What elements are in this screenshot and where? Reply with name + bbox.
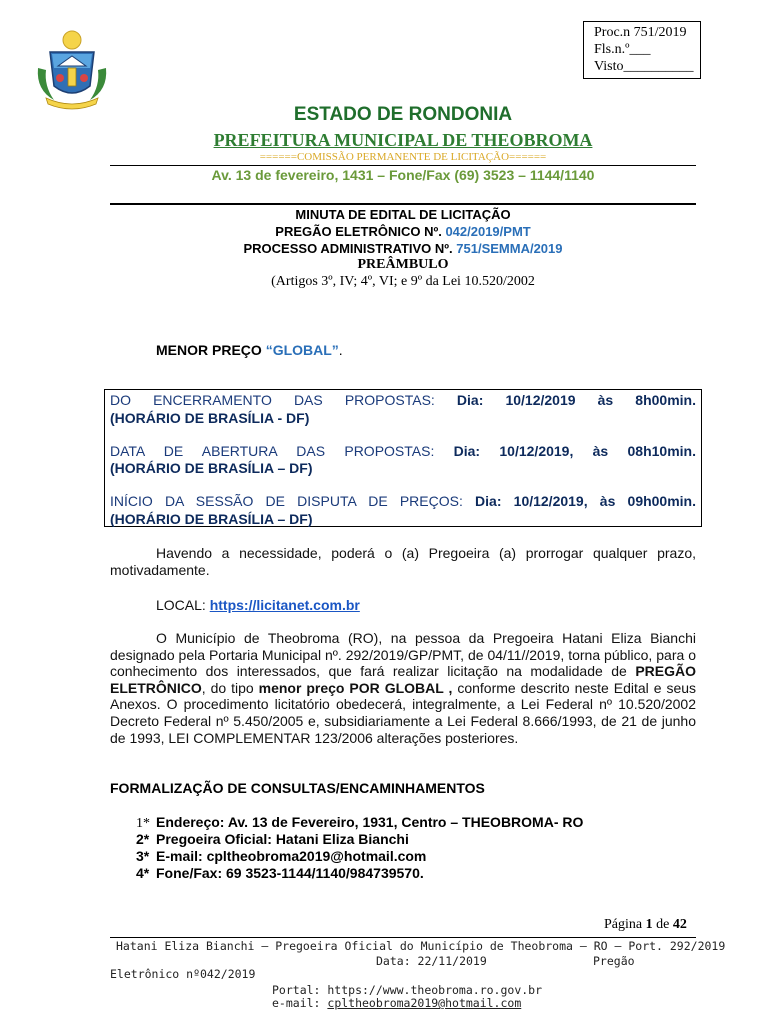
page-current: 1: [645, 917, 653, 932]
list-item: [136, 831, 409, 848]
local-line: [156, 597, 696, 614]
footer-email-label: e-mail:: [272, 996, 328, 1010]
page-number: [604, 917, 687, 933]
prefeitura-title: PREFEITURA MUNICIPAL DE THEOBROMA: [213, 130, 593, 150]
footer-email-link[interactable]: cpltheobroma2019@hotmail.com: [327, 996, 522, 1010]
commission-line: ======COMISSÃO PERMANENTE DE LICITAÇÃO======: [259, 151, 547, 163]
item-number: 1*: [136, 816, 150, 831]
section-divider: [110, 203, 696, 205]
main-paragraph: [110, 630, 696, 746]
encerramento-line: [110, 392, 696, 409]
footer-portal: Portal: https://www.theobroma.ro.gov.br: [272, 983, 543, 997]
pregao-line: [110, 224, 696, 239]
abertura-line: [110, 443, 696, 460]
list-item: [136, 814, 583, 832]
fls-number: Fls.n.º___: [594, 42, 651, 57]
inicio-value: Dia: 10/12/2019, às 09h00min.: [475, 493, 697, 509]
item-text: E-mail: cpltheobroma2019@hotmail.com: [156, 848, 427, 864]
artigos-reference: (Artigos 3º, IV; 4º, VI; e 9º da Lei 10.520/2002: [271, 274, 535, 289]
footer-divider: [110, 937, 696, 938]
process-stamp-box: [583, 21, 701, 79]
footer-email-line: [272, 996, 521, 1010]
local-label: LOCAL:: [156, 597, 210, 613]
main-text-3: conforme descrito neste Edital e seus Anexos. O procedimento licitatório obedecerá, integralmente, a Lei Federal nº 10.520/2002 Decreto Federal nº 5.450/2005 e, subsidiariamente a Lei Federal 8.666/1993, de 21 de junho de 1993, LEI COMPLEMENTAR 123/2006 alterações posteriores.: [110, 679, 697, 746]
encerramento-timezone: (HORÁRIO DE BRASÍLIA - DF): [110, 410, 310, 426]
visto-line: Visto__________: [594, 59, 694, 74]
inicio-label: INÍCIO DA SESSÃO DE DISPUTA DE PREÇOS:: [110, 493, 476, 509]
item-number: 2*: [136, 831, 150, 847]
item-text: Pregoeira Oficial: Hatani Eliza Bianchi: [156, 831, 409, 847]
page-of: de: [652, 917, 673, 932]
menor-preco-line: [156, 342, 343, 358]
encerramento-value: Dia: 10/12/2019 às 8h00min.: [456, 392, 696, 408]
encerramento-label: DO ENCERRAMENTO DAS PROPOSTAS:: [110, 392, 457, 408]
preambulo-heading: PREÂMBULO: [357, 257, 449, 272]
prorrogar-paragraph: Havendo a necessidade, poderá o (a) Pregoeira (a) prorrogar qualquer prazo, motivadamente.: [110, 545, 696, 578]
list-item: [136, 865, 424, 882]
modalidade-bold: PREGÃO ELETRÔNICO: [110, 663, 696, 696]
abertura-label: DATA DE ABERTURA DAS PROPOSTAS:: [110, 443, 454, 459]
inicio-timezone: (HORÁRIO DE BRASÍLIA – DF): [110, 511, 313, 527]
processo-number: 751/SEMMA/2019: [456, 241, 563, 256]
processo-line: [110, 241, 696, 256]
abertura-timezone: (HORÁRIO DE BRASÍLIA – DF): [110, 460, 313, 476]
address-line: Av. 13 de fevereiro, 1431 – Fone/Fax (69) 3523 – 1144/1140: [211, 167, 595, 183]
formalizacao-heading: FORMALIZAÇÃO DE CONSULTAS/ENCAMINHAMENTOS: [110, 780, 485, 796]
proc-number: Proc.n 751/2019: [594, 25, 687, 40]
document-title: MINUTA DE EDITAL DE LICITAÇÃO: [295, 207, 511, 222]
footer-pregao-word: Pregão: [593, 954, 635, 968]
item-text: Fone/Fax: 69 3523-1144/1140/984739570.: [156, 865, 424, 881]
pregao-prefix: PREGÃO ELETRÔNICO Nº.: [275, 224, 446, 239]
processo-prefix: PROCESSO ADMINISTRATIVO Nº.: [243, 241, 457, 256]
footer-pregao-number: Eletrônico nº042/2019: [110, 967, 256, 981]
licitanet-link[interactable]: https://licitanet.com.br: [209, 597, 360, 613]
list-item: [136, 848, 426, 865]
inicio-line: [110, 493, 696, 510]
item-number: 3*: [136, 848, 150, 864]
item-number: 4*: [136, 865, 150, 881]
menor-preco-suffix: .: [338, 342, 343, 358]
tipo-bold: menor preço POR GLOBAL ,: [258, 679, 453, 696]
state-title: ESTADO DE RONDONIA: [293, 104, 513, 125]
page-label: Página: [604, 917, 646, 932]
abertura-value: Dia: 10/12/2019, às 08h10min.: [453, 443, 696, 459]
menor-preco-value: “GLOBAL”: [265, 342, 339, 358]
pregao-number: 042/2019/PMT: [445, 224, 531, 239]
page-total: 42: [672, 917, 687, 932]
menor-preco-prefix: MENOR PREÇO: [156, 342, 266, 358]
main-text-1: O Município de Theobroma (RO), na pessoa da Pregoeira Hatani Eliza Bianchi designado pela Portaria Municipal nº. 292/2019/GP/PMT, de 04/11//2019, torna público, para o conhecimento dos interessados, que fará realizar licitação na modalidade de: [110, 630, 696, 680]
header-divider: [110, 165, 696, 166]
footer-signatory: Hatani Eliza Bianchi – Pregoeira Oficial do Município de Theobroma – RO – Port. 292/2019: [116, 939, 726, 953]
footer-date: Data: 22/11/2019: [376, 954, 487, 968]
municipal-coat-of-arms-icon: [30, 28, 114, 112]
item-text: Endereço: Av. 13 de Fevereiro, 1931, Centro – THEOBROMA- RO: [156, 814, 584, 830]
main-text-2: , do tipo: [201, 679, 259, 696]
